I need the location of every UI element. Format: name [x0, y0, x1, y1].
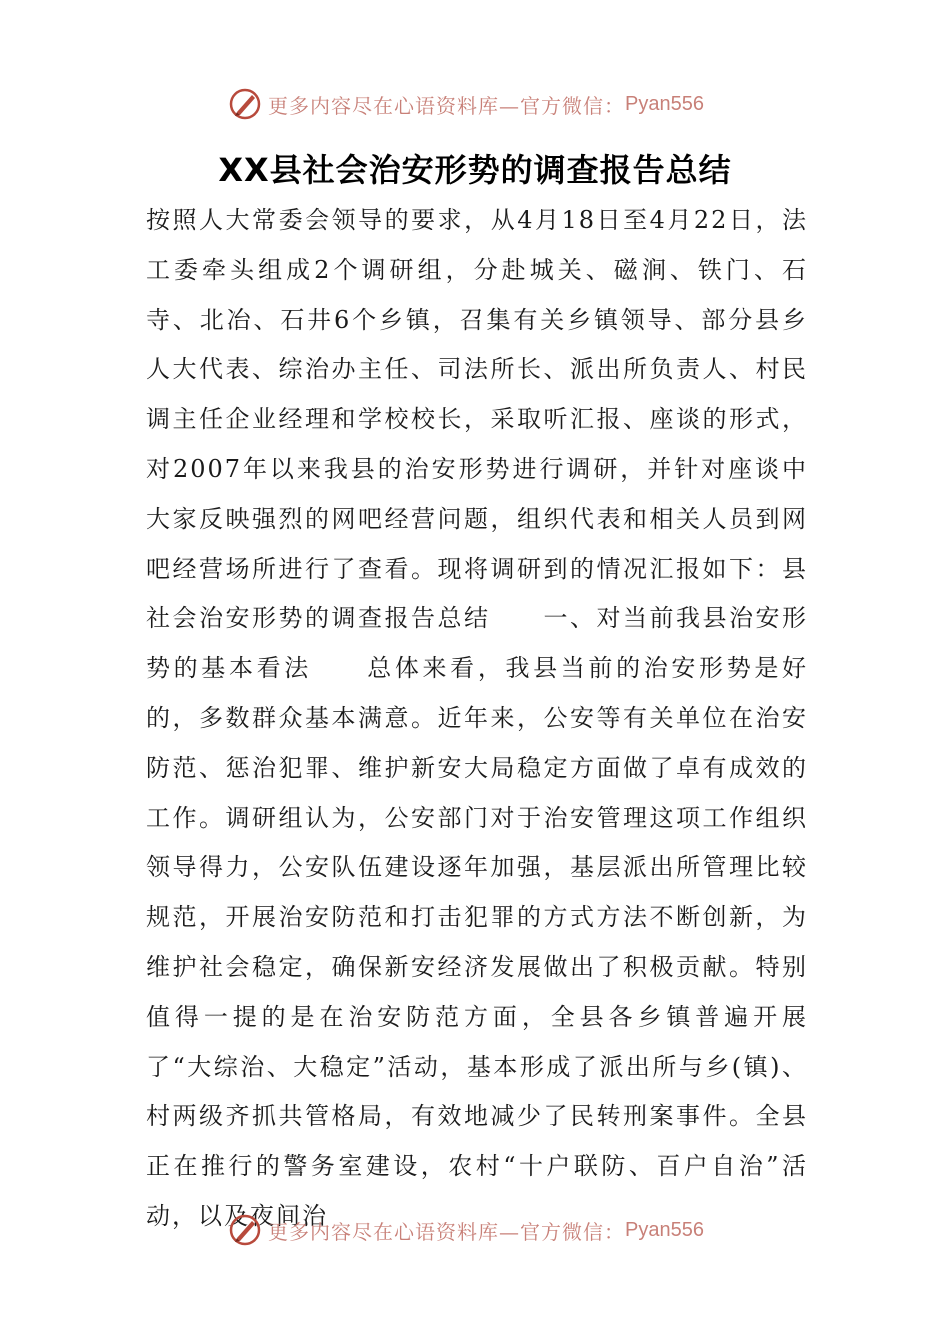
- document-body: 按照人大常委会领导的要求，从4月18日至4月22日，法工委牵头组成2个调研组，分赴城关、磁涧、铁门、石寺、北冶、石井6个乡镇，召集有关乡镇领导、部分县乡人大代表、综治办主任、司法所长、派出所负责人、村民调主任企业经理和学校校长，采取听汇报、座谈的形式，对2007年以来我县的治安形势进行调研，并针对座谈中大家反映强烈的网吧经营问题，组织代表和相关人员到网吧经营场所进行了查看。现将调研到的情况汇报如下：县社会治安形势的调查报告总结 一、对当前我县治安形势的基本看法 总体来看，我县当前的治安形势是好的，多数群众基本满意。近年来，公安等有关单位在治安防范、惩治犯罪、维护新安大局稳定方面做了卓有成效的工作。调研组认为，公安部门对于治安管理这项工作组织领导得力，公安队伍建设逐年加强，基层派出所管理比较规范，开展治安防范和打击犯罪的方式方法不断创新，为维护社会稳定，确保新安经济发展做出了积极贡献。特别值得一提的是在治安防范方面，全县各乡镇普遍开展了“大综治、大稳定”活动，基本形成了派出所与乡(镇)、村两级齐抓共管格局，有效地减少了民转刑案事件。全县正在推行的警务室建设，农村“十户联防、百户自治”活动，以及夜间治: [146, 206, 808, 1230]
- watermark-text: 更多内容尽在心语资料库—官方微信：: [268, 1219, 625, 1244]
- pen-logo-icon: [228, 1213, 262, 1247]
- watermark-wechat-id: Pyan556: [625, 1218, 704, 1241]
- pen-logo-icon: [228, 87, 262, 121]
- watermark-header: [228, 84, 704, 124]
- document-title: XX县社会治安形势的调查报告总结: [218, 151, 732, 189]
- watermark-text: 更多内容尽在心语资料库—官方微信：: [268, 93, 625, 118]
- watermark-footer: [228, 1210, 704, 1250]
- watermark-wechat-id: Pyan556: [625, 92, 704, 115]
